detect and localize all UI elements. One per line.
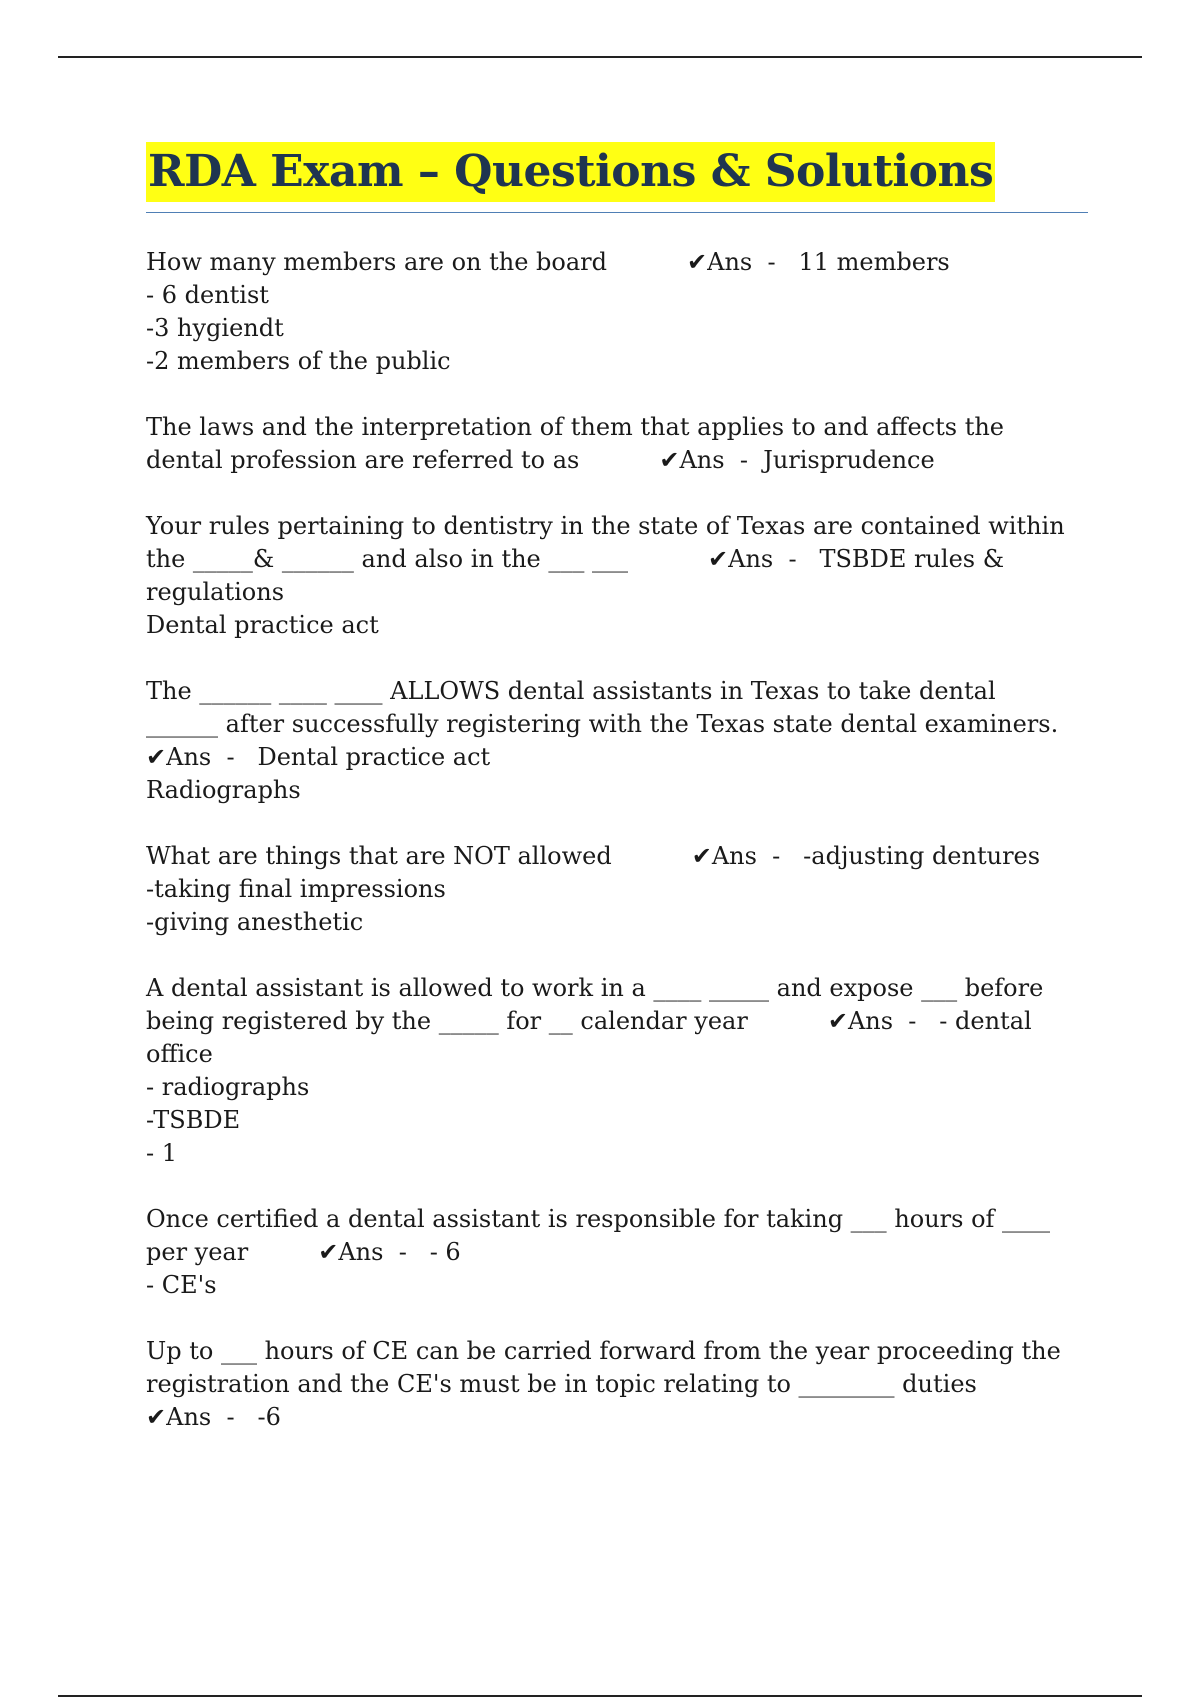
qa-line (146, 708, 1096, 741)
qa-line (146, 1071, 1096, 1104)
question-text: regulations (146, 578, 285, 606)
qa-line (146, 840, 1096, 873)
qa-line (146, 1236, 1096, 1269)
answer-text: ✔Ans - - dental (827, 1007, 1032, 1035)
answer-text: ✔Ans - TSBDE rules & (708, 545, 1005, 573)
qa-line (146, 279, 1096, 312)
answer-text: ✔Ans - - 6 (318, 1238, 461, 1266)
qa-line (146, 1104, 1096, 1137)
qa-line (146, 312, 1096, 345)
title-block (146, 142, 1088, 213)
question-text: Once certified a dental assistant is responsible for taking ___ hours of ____ (146, 1205, 1051, 1233)
qa-line (146, 1203, 1096, 1236)
question-text: -3 hygiendt (146, 314, 284, 342)
answer-text: ✔Ans - -6 (146, 1403, 281, 1431)
qa-item (146, 510, 1096, 642)
qa-line (146, 543, 1096, 576)
question-text: ______ after successfully registering with the Texas state dental examiners. (146, 710, 1059, 738)
qa-line (146, 873, 1096, 906)
question-text: Your rules pertaining to dentistry in the state of Texas are contained within (146, 512, 1065, 540)
qa-line (146, 246, 1096, 279)
question-text: - radiographs (146, 1073, 310, 1101)
qa-line (146, 510, 1096, 543)
qa-line (146, 972, 1096, 1005)
question-text: dental profession are referred to as (146, 446, 580, 474)
qa-line (146, 345, 1096, 378)
question-text: Up to ___ hours of CE can be carried forward from the year proceeding the (146, 1337, 1061, 1365)
question-text: What are things that are NOT allowed (146, 842, 612, 870)
question-text: office (146, 1040, 213, 1068)
qa-line (146, 609, 1096, 642)
qa-item (146, 246, 1096, 378)
question-text: The laws and the interpretation of them that applies to and affects the (146, 413, 1005, 441)
qa-line (146, 675, 1096, 708)
qa-item (146, 411, 1096, 477)
qa-item (146, 1335, 1096, 1434)
document-title: RDA Exam – Questions & Solutions (146, 142, 995, 202)
qa-line (146, 576, 1096, 609)
answer-text: ✔Ans - 11 members (687, 248, 950, 276)
qa-line (146, 1368, 1096, 1401)
qa-line (146, 1269, 1096, 1302)
qa-item (146, 675, 1096, 807)
question-text: -TSBDE (146, 1106, 241, 1134)
question-text: A dental assistant is allowed to work in a ____ _____ and expose ___ before (146, 974, 1044, 1002)
question-text: -giving anesthetic (146, 908, 364, 936)
answer-text: ✔Ans - Jurisprudence (659, 446, 935, 474)
question-text: The ______ ____ ____ ALLOWS dental assistants in Texas to take dental (146, 677, 996, 705)
qa-list (146, 246, 1096, 1434)
qa-item (146, 1203, 1096, 1302)
qa-line (146, 444, 1096, 477)
question-text: Radiographs (146, 776, 301, 804)
question-text: - CE's (146, 1271, 217, 1299)
qa-item (146, 972, 1096, 1170)
question-text: -2 members of the public (146, 347, 451, 375)
question-text: per year (146, 1238, 249, 1266)
qa-line (146, 411, 1096, 444)
qa-line (146, 1137, 1096, 1170)
qa-line (146, 1038, 1096, 1071)
question-text: registration and the CE's must be in topic relating to ________ duties (146, 1370, 977, 1398)
answer-text: ✔Ans - -adjusting dentures (691, 842, 1041, 870)
question-text: Dental practice act (146, 611, 379, 639)
question-text: -taking final impressions (146, 875, 446, 903)
qa-line (146, 741, 1096, 774)
question-text: How many members are on the board (146, 248, 608, 276)
qa-line (146, 1335, 1096, 1368)
question-text: the _____& ______ and also in the ___ ___ (146, 545, 629, 573)
qa-line (146, 774, 1096, 807)
header-rule (58, 56, 1142, 58)
footer-rule (58, 1695, 1142, 1697)
qa-line (146, 1401, 1096, 1434)
qa-item (146, 840, 1096, 939)
question-text: - 6 dentist (146, 281, 269, 309)
qa-line (146, 906, 1096, 939)
question-text: being registered by the _____ for __ calendar year (146, 1007, 748, 1035)
answer-text: ✔Ans - Dental practice act (146, 743, 491, 771)
question-text: - 1 (146, 1139, 178, 1167)
qa-line (146, 1005, 1096, 1038)
